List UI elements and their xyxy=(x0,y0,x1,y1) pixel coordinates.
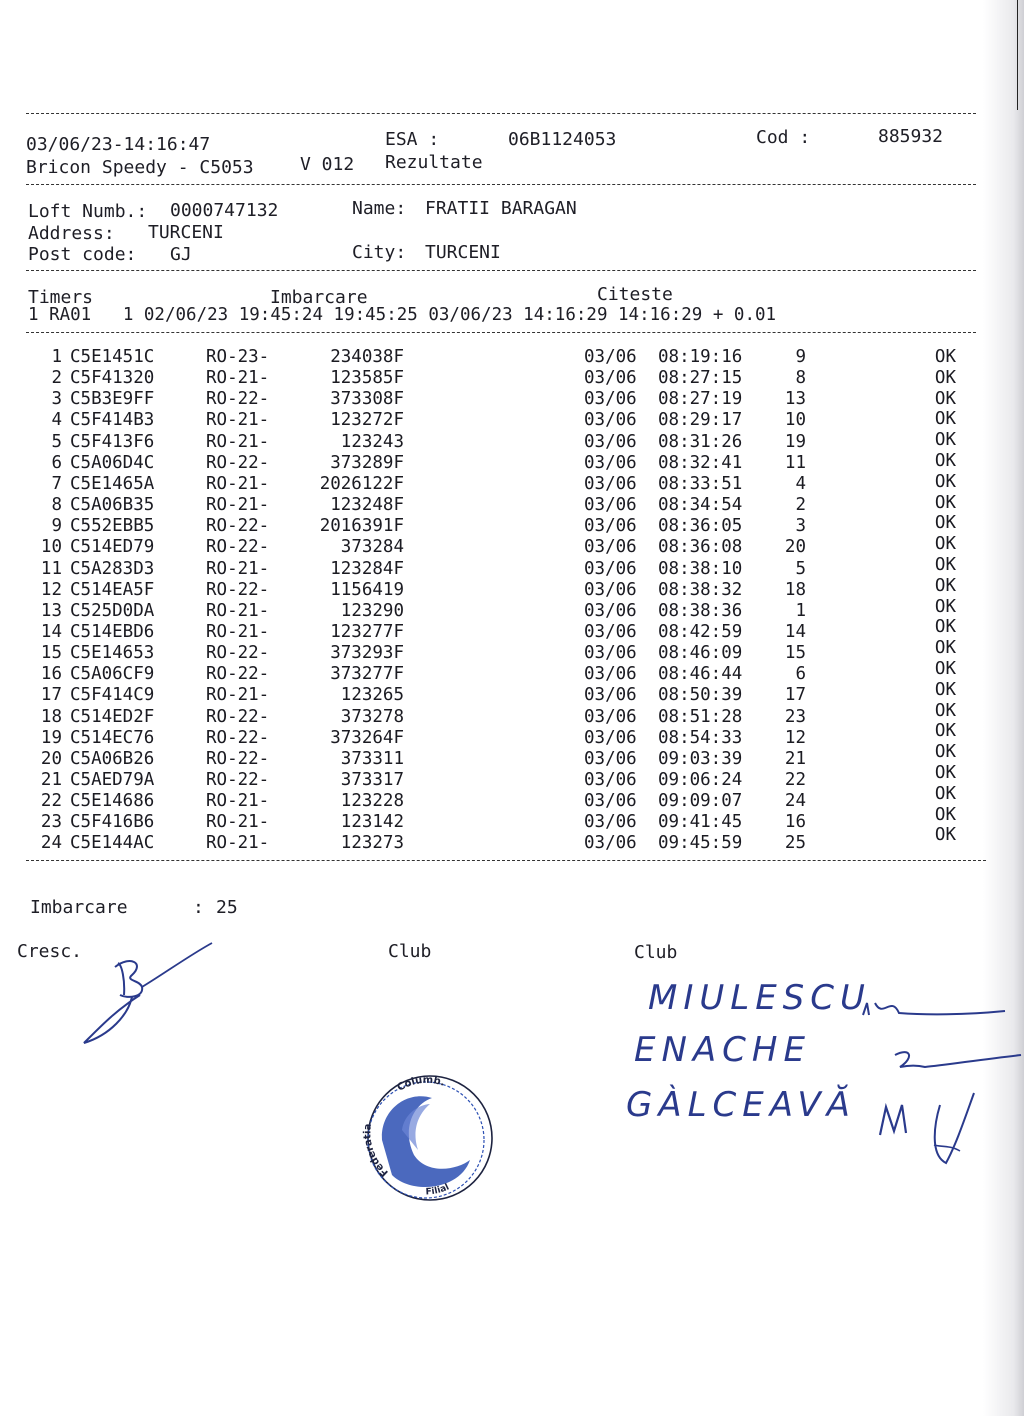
result-index: 16 xyxy=(40,664,62,685)
result-index: 23 xyxy=(40,812,62,833)
result-ring-prefix: RO-22- xyxy=(206,770,270,790)
result-ring-number: 2016391F xyxy=(319,516,404,537)
result-row xyxy=(0,471,1024,495)
result-ring-number: 123284F xyxy=(330,558,404,579)
result-date: 03/06 xyxy=(584,452,637,473)
name-label: Name: xyxy=(352,198,407,219)
address-value: TURCENI xyxy=(148,222,224,243)
result-ring-number: 373284 xyxy=(340,537,404,558)
result-date: 03/06 xyxy=(584,600,637,621)
result-time: 08:46:44 xyxy=(658,664,743,685)
result-ring-prefix: RO-21- xyxy=(206,495,270,516)
result-position: 17 xyxy=(784,685,806,706)
result-ring-code: C5E1465A xyxy=(70,473,155,494)
result-time: 08:36:08 xyxy=(658,537,743,558)
result-position: 19 xyxy=(784,431,806,452)
result-date: 03/06 xyxy=(584,706,637,727)
result-time: 08:38:36 xyxy=(658,600,743,621)
summary-imbarcare-label: Imbarcare xyxy=(30,897,128,918)
timers-imbarcare-label: Imbarcare xyxy=(270,287,368,308)
separator-timers xyxy=(26,332,976,333)
result-ring-number: 373277F xyxy=(330,664,404,685)
result-position: 23 xyxy=(784,706,806,727)
result-row xyxy=(0,700,1024,728)
result-row xyxy=(0,432,1024,453)
result-date: 03/06 xyxy=(584,537,637,558)
result-ring-code: C5F414B3 xyxy=(70,410,155,431)
result-ring-number: 123272F xyxy=(330,410,404,431)
result-ring-prefix: RO-22- xyxy=(206,706,270,727)
result-ring-prefix: RO-22- xyxy=(206,389,270,410)
result-index: 9 xyxy=(51,516,62,537)
result-index: 22 xyxy=(40,791,62,812)
result-time: 08:34:54 xyxy=(658,495,743,516)
result-ring-prefix: RO-22- xyxy=(206,452,270,473)
result-ring-prefix: RO-21- xyxy=(206,473,270,494)
result-ring-prefix: RO-22- xyxy=(206,727,270,748)
esa-value: 06B1124053 xyxy=(508,129,617,150)
result-date: 03/06 xyxy=(584,516,637,537)
result-ring-code: C5A06B26 xyxy=(70,748,155,769)
result-date: 03/06 xyxy=(584,389,637,410)
result-ring-code: C5E144AC xyxy=(70,833,155,854)
result-index: 24 xyxy=(40,833,62,854)
result-row xyxy=(0,453,1024,474)
result-status: OK xyxy=(934,513,956,534)
result-ring-number: 1156419 xyxy=(330,579,404,600)
device-version: V 012 xyxy=(300,154,355,175)
result-ring-code: C5A06CF9 xyxy=(70,664,155,685)
result-status: OK xyxy=(934,409,956,430)
result-index: 20 xyxy=(40,748,62,769)
result-row xyxy=(0,783,1024,812)
result-index: 3 xyxy=(51,389,62,410)
result-row xyxy=(0,804,1024,833)
result-time: 09:06:24 xyxy=(658,770,743,790)
loft-label: Loft Numb.: xyxy=(28,201,148,222)
result-position: 1 xyxy=(795,600,806,621)
result-ring-code: C5F414C9 xyxy=(70,685,155,706)
stamp-text-top: Columb. xyxy=(395,1074,447,1094)
result-status: OK xyxy=(934,347,956,367)
result-ring-number: 123243 xyxy=(340,431,404,452)
result-ring-number: 123248F xyxy=(330,495,404,516)
result-row xyxy=(0,721,1024,749)
result-ring-code: C525D0DA xyxy=(70,600,155,621)
result-time: 08:50:39 xyxy=(658,685,743,706)
result-time: 08:38:10 xyxy=(658,558,743,579)
result-ring-prefix: RO-21- xyxy=(206,368,270,389)
result-time: 08:46:09 xyxy=(658,643,743,664)
result-ring-code: C5E14686 xyxy=(70,791,155,812)
cod-value: 885932 xyxy=(878,126,944,147)
result-date: 03/06 xyxy=(584,727,637,748)
result-row xyxy=(0,368,1024,389)
result-status: OK xyxy=(934,721,956,742)
result-date: 03/06 xyxy=(584,347,637,367)
result-status: OK xyxy=(934,700,956,721)
result-ring-prefix: RO-22- xyxy=(206,537,270,558)
result-row xyxy=(0,513,1024,537)
result-time: 08:19:16 xyxy=(658,347,743,367)
result-row xyxy=(0,410,1024,431)
result-index: 7 xyxy=(51,473,62,494)
result-position: 16 xyxy=(784,812,806,833)
result-position: 24 xyxy=(784,791,806,812)
result-row xyxy=(0,742,1024,770)
result-ring-prefix: RO-22- xyxy=(206,516,270,537)
result-ring-prefix: RO-22- xyxy=(206,579,270,600)
result-index: 14 xyxy=(40,621,62,642)
result-ring-number: 123277F xyxy=(330,621,404,642)
result-position: 12 xyxy=(784,727,806,748)
result-position: 22 xyxy=(784,770,806,790)
city-value: TURCENI xyxy=(425,242,501,263)
result-index: 21 xyxy=(40,770,62,790)
result-ring-number: 123142 xyxy=(340,812,404,833)
result-time: 08:51:28 xyxy=(658,706,743,727)
result-ring-code: C514EC76 xyxy=(70,727,155,748)
result-ring-prefix: RO-21- xyxy=(206,431,270,452)
handwritten-mark-3 xyxy=(870,1085,990,1175)
result-ring-code: C5A283D3 xyxy=(70,558,155,579)
result-ring-number: 373264F xyxy=(330,727,404,748)
result-ring-number: 373289F xyxy=(330,452,404,473)
header-datetime: 03/06/23-14:16:47 xyxy=(26,134,211,155)
handwritten-name-3: GÀLCEAVĂ xyxy=(626,1085,856,1125)
result-status: OK xyxy=(934,471,956,492)
result-index: 4 xyxy=(51,410,62,431)
breeder-signature xyxy=(70,935,230,1055)
club-label-2: Club xyxy=(634,942,678,963)
postcode-label: Post code: xyxy=(28,244,137,265)
result-status: OK xyxy=(934,555,956,575)
result-ring-code: C5B3E9FF xyxy=(70,389,155,410)
result-ring-number: 373293F xyxy=(330,643,404,664)
result-date: 03/06 xyxy=(584,473,637,494)
result-time: 09:09:07 xyxy=(658,791,743,812)
result-time: 08:36:05 xyxy=(658,516,743,537)
separator-header xyxy=(26,184,976,185)
result-position: 4 xyxy=(795,473,806,494)
result-index: 17 xyxy=(40,685,62,706)
timers-line: 1 RA01 1 02/06/23 19:45:24 19:45:25 03/06/23 14:16:29 14:16:29 + 0.01 xyxy=(28,305,777,325)
result-ring-code: C552EBB5 xyxy=(70,516,155,537)
result-status: OK xyxy=(934,763,956,783)
result-position: 15 xyxy=(784,643,806,664)
result-ring-prefix: RO-21- xyxy=(206,833,270,854)
result-ring-code: C514EBD6 xyxy=(70,621,155,642)
result-status: OK xyxy=(934,617,956,638)
result-ring-code: C5F413F6 xyxy=(70,431,155,452)
result-date: 03/06 xyxy=(584,664,637,685)
result-date: 03/06 xyxy=(584,685,637,706)
result-status: OK xyxy=(934,534,956,555)
result-row xyxy=(0,825,1024,854)
result-ring-prefix: RO-22- xyxy=(206,643,270,664)
result-index: 13 xyxy=(40,600,62,621)
result-time: 08:29:17 xyxy=(658,410,743,431)
result-date: 03/06 xyxy=(584,621,637,642)
result-index: 15 xyxy=(40,643,62,664)
result-time: 08:42:59 xyxy=(658,621,743,642)
result-ring-number: 123228 xyxy=(340,791,404,812)
result-position: 2 xyxy=(795,495,806,516)
result-date: 03/06 xyxy=(584,410,637,431)
result-position: 10 xyxy=(784,410,806,431)
result-row xyxy=(0,555,1024,580)
result-index: 1 xyxy=(51,347,62,367)
svg-text:Columb. xyxy=(395,1075,446,1094)
result-ring-prefix: RO-21- xyxy=(206,685,270,706)
result-ring-number: 123290 xyxy=(340,600,404,621)
device-name: Bricon Speedy - C5053 xyxy=(26,157,254,178)
result-ring-prefix: RO-21- xyxy=(206,791,270,812)
result-date: 03/06 xyxy=(584,770,637,790)
result-index: 5 xyxy=(51,431,62,452)
esa-label: ESA : xyxy=(385,129,440,150)
result-status: OK xyxy=(934,742,956,763)
result-index: 18 xyxy=(40,706,62,727)
result-ring-prefix: RO-21- xyxy=(206,558,270,579)
result-status: OK xyxy=(934,783,956,804)
result-status: OK xyxy=(934,825,956,846)
separator-loft xyxy=(26,270,976,271)
result-index: 10 xyxy=(40,537,62,558)
result-date: 03/06 xyxy=(584,579,637,600)
result-ring-code: C5F416B6 xyxy=(70,812,155,833)
result-ring-code: C5AED79A xyxy=(70,770,155,790)
handwritten-name-1: MIULESCU xyxy=(648,978,871,1018)
result-ring-code: C5A06B35 xyxy=(70,495,155,516)
result-time: 08:38:32 xyxy=(658,579,743,600)
result-position: 25 xyxy=(784,833,806,854)
result-status: OK xyxy=(934,430,956,451)
result-ring-prefix: RO-21- xyxy=(206,410,270,431)
result-ring-number: 373317 xyxy=(340,770,404,790)
result-status: OK xyxy=(934,596,956,617)
separator-results xyxy=(26,860,986,861)
result-ring-prefix: RO-22- xyxy=(206,748,270,769)
summary-imbarcare-value: 25 xyxy=(216,897,238,918)
result-status: OK xyxy=(934,804,956,825)
result-position: 5 xyxy=(795,558,806,579)
result-row xyxy=(0,596,1024,622)
result-ring-prefix: RO-21- xyxy=(206,621,270,642)
result-index: 6 xyxy=(51,452,62,473)
page-edge xyxy=(1017,0,1018,110)
timers-citeste-label: Citeste xyxy=(597,284,673,305)
result-ring-prefix: RO-22- xyxy=(206,664,270,685)
result-position: 20 xyxy=(784,537,806,558)
result-ring-number: 123273 xyxy=(340,833,404,854)
result-ring-code: C514EA5F xyxy=(70,579,155,600)
result-row xyxy=(0,347,1024,368)
result-ring-code: C5E14653 xyxy=(70,643,155,664)
loft-value: 0000747132 xyxy=(170,200,279,221)
result-date: 03/06 xyxy=(584,791,637,812)
result-time: 08:27:15 xyxy=(658,368,743,389)
result-ring-code: C5F41320 xyxy=(70,368,155,389)
result-date: 03/06 xyxy=(584,833,637,854)
result-time: 08:32:41 xyxy=(658,452,743,473)
result-position: 6 xyxy=(795,664,806,685)
result-index: 2 xyxy=(51,368,62,389)
separator-top xyxy=(26,113,976,114)
cresc-label: Cresc. xyxy=(17,941,83,962)
result-position: 21 xyxy=(784,748,806,769)
federation-stamp xyxy=(352,1060,497,1205)
result-ring-prefix: RO-23- xyxy=(206,347,270,367)
result-row xyxy=(0,659,1024,685)
result-position: 11 xyxy=(784,452,806,473)
stamp-text-left: Federatia xyxy=(362,1123,391,1179)
result-ring-number: 373278 xyxy=(340,706,404,727)
result-row xyxy=(0,638,1024,664)
result-ring-code: C514ED79 xyxy=(70,537,155,558)
result-time: 09:41:45 xyxy=(658,812,743,833)
result-ring-prefix: RO-21- xyxy=(206,812,270,833)
result-date: 03/06 xyxy=(584,368,637,389)
result-ring-code: C5E1451C xyxy=(70,347,155,367)
result-status: OK xyxy=(934,575,956,596)
result-ring-code: C5A06D4C xyxy=(70,452,155,473)
address-label: Address: xyxy=(28,223,115,244)
result-position: 8 xyxy=(795,368,806,389)
result-ring-number: 234038F xyxy=(330,347,404,367)
result-position: 14 xyxy=(784,621,806,642)
result-index: 12 xyxy=(40,579,62,600)
result-row xyxy=(0,617,1024,643)
report-title: Rezultate xyxy=(385,152,483,173)
result-ring-prefix: RO-21- xyxy=(206,600,270,621)
result-index: 8 xyxy=(51,495,62,516)
result-time: 08:54:33 xyxy=(658,727,743,748)
timers-label: Timers xyxy=(28,287,94,308)
result-time: 09:45:59 xyxy=(658,833,743,854)
result-row xyxy=(0,492,1024,516)
result-ring-number: 123265 xyxy=(340,685,404,706)
result-row xyxy=(0,575,1024,601)
result-ring-number: 2026122F xyxy=(319,473,404,494)
result-row xyxy=(0,389,1024,410)
result-time: 09:03:39 xyxy=(658,748,743,769)
result-date: 03/06 xyxy=(584,495,637,516)
club-label-1: Club xyxy=(388,941,432,962)
result-position: 3 xyxy=(795,516,806,537)
city-label: City: xyxy=(352,242,407,263)
result-date: 03/06 xyxy=(584,748,637,769)
result-index: 11 xyxy=(40,558,62,579)
result-status: OK xyxy=(934,388,956,409)
stamp-text-bottom: Filial xyxy=(425,1182,451,1198)
result-row xyxy=(0,679,1024,706)
result-status: OK xyxy=(934,492,956,513)
result-ring-number: 373311 xyxy=(340,748,404,769)
result-date: 03/06 xyxy=(584,431,637,452)
handwritten-name-2: ENACHE xyxy=(634,1030,811,1070)
result-time: 08:33:51 xyxy=(658,473,743,494)
result-status: OK xyxy=(934,638,956,659)
result-status: OK xyxy=(934,679,956,700)
result-index: 19 xyxy=(40,727,62,748)
result-ring-number: 123585F xyxy=(330,368,404,389)
result-status: OK xyxy=(934,659,956,679)
result-date: 03/06 xyxy=(584,643,637,664)
postcode-value: GJ xyxy=(170,244,192,265)
result-date: 03/06 xyxy=(584,812,637,833)
result-ring-number: 373308F xyxy=(330,389,404,410)
summary-imbarcare-sep: : xyxy=(193,897,204,918)
result-position: 9 xyxy=(795,347,806,367)
name-value: FRATII BARAGAN xyxy=(425,198,577,219)
result-status: OK xyxy=(934,451,956,471)
result-ring-code: C514ED2F xyxy=(70,706,155,727)
result-position: 13 xyxy=(784,389,806,410)
result-time: 08:31:26 xyxy=(658,431,743,452)
result-position: 18 xyxy=(784,579,806,600)
result-row xyxy=(0,763,1024,791)
result-row xyxy=(0,534,1024,558)
result-time: 08:27:19 xyxy=(658,389,743,410)
result-status: OK xyxy=(934,367,956,388)
cod-label: Cod : xyxy=(756,127,811,148)
result-date: 03/06 xyxy=(584,558,637,579)
